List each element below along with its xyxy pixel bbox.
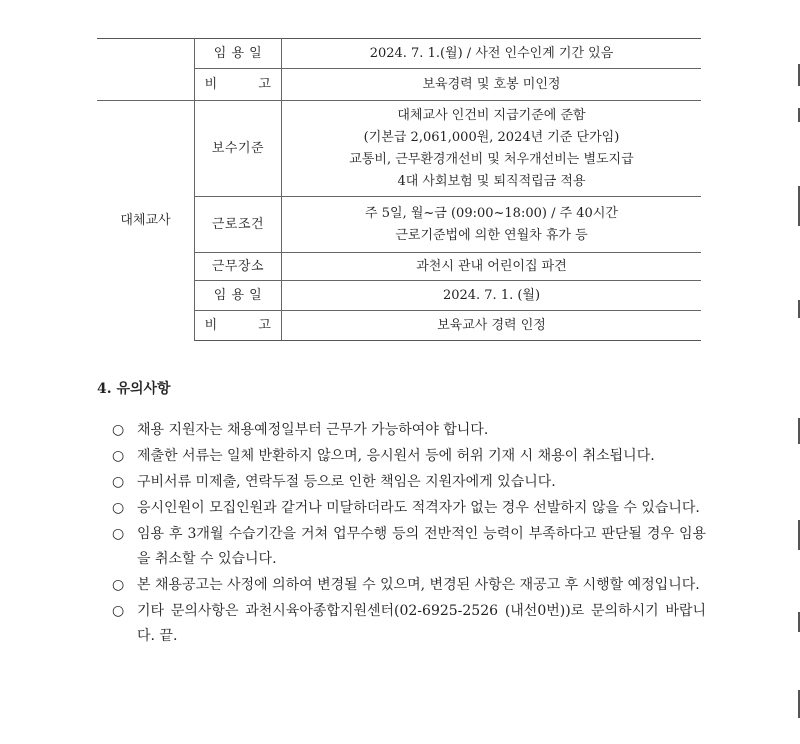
group-cell-empty: [97, 69, 195, 101]
table-row: [97, 101, 701, 197]
value-line: 대체교사 인건비 지급기준에 준함: [397, 107, 586, 123]
list-item: [110, 522, 706, 572]
section-heading: 4. 유의사항: [97, 381, 171, 397]
row-label: 임 용 일: [195, 39, 282, 69]
value-line: 주 5일, 월~금 (09:00~18:00) / 주 40시간: [365, 205, 618, 221]
group-cell-empty: [97, 39, 195, 69]
row-label: 비 고: [195, 311, 282, 341]
value-line: 근로기준법에 의한 연월차 휴가 등: [395, 227, 588, 243]
value-line: 보육경력 및 호봉 미인정: [422, 76, 561, 92]
value-line: (기본급 2,061,000원, 2024년 기준 단가임): [363, 129, 620, 145]
circle-bullet-icon: ○: [112, 422, 125, 438]
row-value: [282, 281, 702, 311]
value-line: 보육교사 경력 인정: [437, 317, 546, 333]
list-item-text: 기타 문의사항은 과천시육아종합지원센터(02-6925-2526 (내선0번))로 문의하시기 바랍니다. 끝.: [137, 603, 706, 644]
row-label: 비 고: [195, 69, 282, 101]
value-line: 4대 사회보험 및 퇴직적립금 적용: [397, 173, 586, 189]
row-label: 근무장소: [195, 253, 282, 281]
list-item: [110, 599, 706, 649]
circle-bullet-icon: ○: [112, 526, 125, 542]
list-item-text: 본 채용공고는 사정에 의하여 변경될 수 있으며, 변경된 사항은 재공고 후 시행할 예정입니다.: [137, 577, 700, 593]
list-item-text: 채용 지원자는 채용예정일부터 근무가 가능하여야 합니다.: [137, 422, 489, 438]
row-value: [282, 39, 702, 69]
row-value: [282, 311, 702, 341]
circle-bullet-icon: ○: [112, 448, 125, 464]
value-line: 과천시 관내 어린이집 파견: [416, 258, 567, 274]
value-line: 2024. 7. 1.(월) / 사전 인수인계 기간 있음: [369, 45, 614, 61]
row-label: 임 용 일: [195, 281, 282, 311]
list-item: [110, 496, 706, 521]
list-item-text: 구비서류 미제출, 연락두절 등으로 인한 책임은 지원자에게 있습니다.: [137, 474, 556, 490]
row-label: 보수기준: [195, 101, 282, 197]
list-item-text: 응시인원이 모집인원과 같거나 미달하더라도 적격자가 없는 경우 선발하지 않을 수 있습니다.: [137, 500, 700, 516]
table-row: [97, 69, 701, 101]
circle-bullet-icon: ○: [112, 603, 125, 619]
list-item-text: 임용 후 3개월 수습기간을 거쳐 업무수행 등의 전반적인 능력이 부족하다고 판단될 경우 임용을 취소할 수 있습니다.: [137, 526, 706, 567]
group-label: 대체교사: [97, 101, 195, 341]
row-value: [282, 101, 702, 197]
recruitment-conditions-table: [97, 38, 701, 341]
list-item: [110, 418, 706, 443]
row-value: [282, 253, 702, 281]
circle-bullet-icon: ○: [112, 577, 125, 593]
table-row: [97, 39, 701, 69]
value-line: 2024. 7. 1. (월): [442, 287, 541, 303]
list-item: [110, 470, 706, 495]
notes-list: [110, 418, 706, 650]
circle-bullet-icon: ○: [112, 474, 125, 490]
row-value: [282, 69, 702, 101]
value-line: 교통비, 근무환경개선비 및 처우개선비는 별도지급: [349, 151, 634, 167]
list-item-text: 제출한 서류는 일체 반환하지 않으며, 응시원서 등에 허위 기재 시 채용이 취소됩니다.: [137, 448, 655, 464]
list-item: [110, 444, 706, 469]
list-item: [110, 573, 706, 598]
row-label: 근로조건: [195, 197, 282, 253]
circle-bullet-icon: ○: [112, 500, 125, 516]
row-value: [282, 197, 702, 253]
